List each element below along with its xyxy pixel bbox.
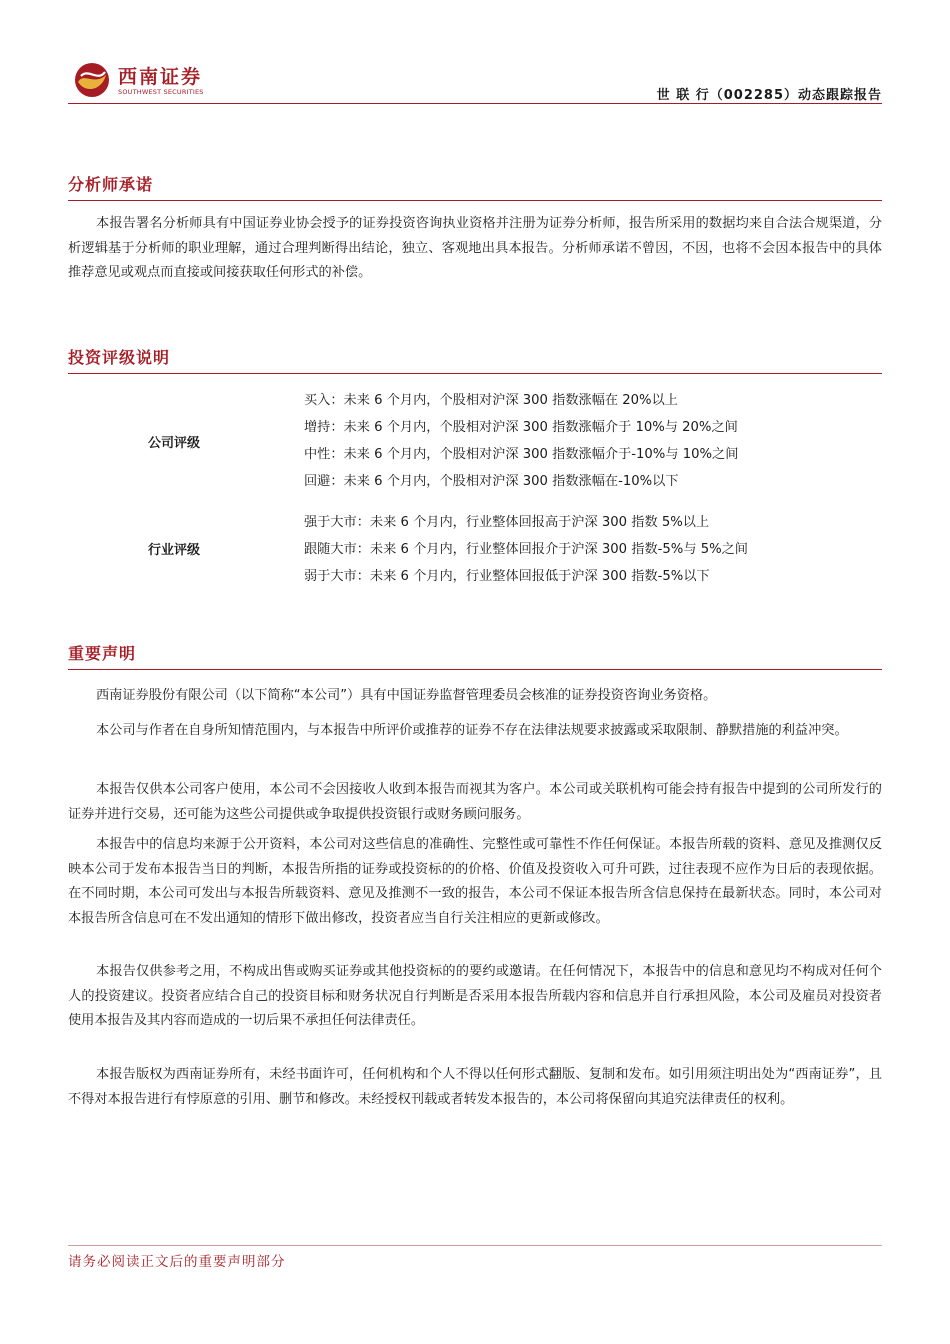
industry-rating-underperform: 弱于大市：未来 6 个月内，行业整体回报低于沪深 300 指数-5%以下 bbox=[304, 569, 710, 584]
disclaimer-paragraph-4: 本报告中的信息均来源于公开资料，本公司对这些信息的准确性、完整性或可靠性不作任何保证。本报告所载的资料、意见及推测仅反映本公司于发布本报告当日的判断，本报告所指的证券或投资标的的价格、价值及投资收入可升可跌，过往表现不应作为日后的表现依据。在不同时期，本公司可发出与本报告所载资料、意见及推测不一致的报告，本公司不保证本报告所含信息保持在最新状态。同时，本公司对本报告所含信息可在不发出通知的情形下做出修改，投资者应当自行关注相应的更新或修改。 bbox=[68, 837, 882, 926]
section-title-text: 分析师承诺 bbox=[68, 175, 154, 194]
company-rating-buy: 买入：未来 6 个月内，个股相对沪深 300 指数涨幅在 20%以上 bbox=[304, 393, 678, 408]
header-divider bbox=[68, 103, 882, 104]
section-title-text: 重要声明 bbox=[68, 644, 137, 663]
disclaimer-paragraph-2: 本公司与作者在自身所知情范围内，与本报告中所评价或推荐的证券不存在法律法规要求披露或采取限制、静默措施的利益冲突。 bbox=[96, 723, 848, 738]
company-logo bbox=[72, 60, 212, 100]
disclaimer-paragraph-5: 本报告仅供参考之用，不构成出售或购买证券或其他投资标的的要约或邀请。在任何情况下，本报告中的信息和意见均不构成对任何个人的投资建议。投资者应结合自己的投资目标和财务状况自行判断是否采用本报告所载内容和信息并自行承担风险，本公司及雇员对投资者使用本报告及其内容而造成的一切后果不承担任何法律责任。 bbox=[68, 964, 882, 1029]
disclaimer-paragraph-6: 本报告版权为西南证券所有，未经书面许可，任何机构和个人不得以任何形式翻版、复制和发布。如引用须注明出处为“西南证券”，且不得对本报告进行有悖原意的引用、删节和修改。未经授权刊载或者转发本报告的，本公司将保留向其追究法律责任的权利。 bbox=[68, 1067, 882, 1107]
logo-mark-icon bbox=[72, 60, 112, 100]
logo-chinese-name: 西南证券 bbox=[118, 66, 203, 88]
section-title-commitment bbox=[68, 172, 882, 201]
logo-english-name: SOUTHWEST SECURITIES bbox=[118, 88, 204, 96]
company-rating-overweight: 增持：未来 6 个月内，个股相对沪深 300 指数涨幅介于 10%与 20%之间 bbox=[304, 420, 738, 435]
industry-rating-inline: 跟随大市：未来 6 个月内，行业整体回报介于沪深 300 指数-5%与 5%之间 bbox=[304, 542, 748, 557]
industry-rating-outperform: 强于大市：未来 6 个月内，行业整体回报高于沪深 300 指数 5%以上 bbox=[304, 515, 710, 530]
disclaimer-paragraph-3: 本报告仅供本公司客户使用，本公司不会因接收人收到本报告而视其为客户。本公司或关联机构可能会持有报告中提到的公司所发行的证券并进行交易，还可能为这些公司提供或争取提供投资银行或财务顾问服务。 bbox=[68, 782, 882, 822]
company-rating-label: 公司评级 bbox=[148, 436, 201, 451]
industry-rating-label: 行业评级 bbox=[148, 543, 201, 558]
report-title: 世 联 行（002285）动态跟踪报告 bbox=[656, 88, 882, 103]
disclaimer-paragraph-1: 西南证券股份有限公司（以下简称“本公司”）具有中国证券监督管理委员会核准的证券投资咨询业务资格。 bbox=[96, 688, 717, 703]
page-header bbox=[68, 58, 882, 104]
section-title-rating bbox=[68, 345, 882, 374]
footer-divider bbox=[68, 1245, 882, 1246]
footer-notice: 请务必阅读正文后的重要声明部分 bbox=[68, 1254, 286, 1270]
company-rating-neutral: 中性：未来 6 个月内，个股相对沪深 300 指数涨幅介于-10%与 10%之间 bbox=[304, 447, 739, 462]
company-rating-avoid: 回避：未来 6 个月内，个股相对沪深 300 指数涨幅在-10%以下 bbox=[304, 474, 679, 489]
section-title-text: 投资评级说明 bbox=[68, 348, 171, 367]
commitment-paragraph: 本报告署名分析师具有中国证券业协会授予的证券投资咨询执业资格并注册为证券分析师，报告所采用的数据均来自合法合规渠道，分析逻辑基于分析师的职业理解，通过合理判断得出结论，独立、客观地出具本报告。分析师承诺不曾因，不因，也将不会因本报告中的具体推荐意见或观点而直接或间接获取任何形式的补偿。 bbox=[68, 216, 882, 281]
section-title-disclaimer bbox=[68, 641, 882, 670]
